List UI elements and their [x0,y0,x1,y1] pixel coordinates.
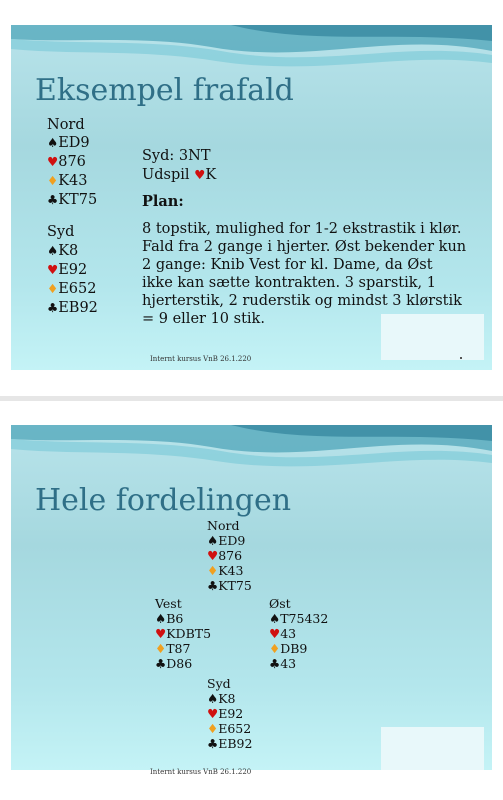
ost-label: Øst [269,596,291,611]
syd-diamonds-cards: E652 [58,281,97,297]
slide-title: Eksempel frafald [35,73,294,108]
spade-icon: ♠ [47,135,59,150]
heart-icon: ♥ [194,167,206,182]
vest-hearts [155,626,211,641]
syd-spades [47,242,78,260]
syd-diamonds [47,280,96,298]
nord-hearts [47,153,86,171]
ost-clubs-cards: 43 [280,656,297,671]
vest-clubs [155,656,192,671]
plan-line: hjerterstik, 2 ruderstik og mindst 3 klørstik [142,293,462,309]
ost-spades-cards: T75432 [280,611,329,626]
vest-label: Vest [155,596,182,611]
plan-line: 2 gange: Knib Vest for kl. Dame, da Øst [142,257,433,273]
nord-spades [207,533,245,548]
syd-spades-cards: K8 [218,691,236,706]
nord-clubs [207,578,252,593]
slide-number-dot [460,357,462,359]
heart-icon: ♥ [269,626,281,641]
slide-eksempel-frafald [11,25,492,370]
spade-icon: ♠ [207,691,219,706]
vest-diamonds [155,641,190,656]
syd-label: Syd [47,224,75,240]
ost-spades [269,611,328,626]
nord-spades-cards: ED9 [58,135,90,151]
diamond-icon: ♦ [47,281,59,296]
diamond-icon: ♦ [155,641,167,656]
club-icon: ♣ [207,578,219,593]
nord-clubs-cards: KT75 [218,578,252,593]
placeholder-box [381,314,484,360]
heart-icon: ♥ [47,154,59,169]
lead-text [142,166,216,184]
vest-clubs-cards: D86 [166,656,193,671]
club-icon: ♣ [47,192,59,207]
ost-hearts [269,626,296,641]
heart-icon: ♥ [47,262,59,277]
slide-footer: Internt kursus VnB 26.1.220 [150,355,252,363]
heart-icon: ♥ [207,706,219,721]
spade-icon: ♠ [207,533,219,548]
nord-hearts-cards: 876 [58,154,86,170]
syd-clubs-cards: EB92 [58,300,98,316]
nord-spades [47,134,90,152]
syd-spades [207,691,236,706]
club-icon: ♣ [269,656,281,671]
syd-clubs [207,736,252,751]
contract-text: Syd: 3NT [142,148,211,164]
syd-label: Syd [207,676,231,691]
nord-label: Nord [47,117,85,133]
slide-title: Hele fordelingen [35,483,292,518]
nord-diamonds-cards: K43 [218,563,244,578]
placeholder-box [381,727,484,770]
nord-clubs-cards: KT75 [58,192,98,208]
syd-spades-cards: K8 [58,243,79,259]
vest-spades [155,611,183,626]
vest-diamonds-cards: T87 [166,641,191,656]
syd-diamonds-cards: E652 [218,721,252,736]
slide-hele-fordelingen [11,425,492,776]
spade-icon: ♠ [269,611,281,626]
syd-hearts-cards: E92 [218,706,244,721]
diamond-icon: ♦ [47,173,59,188]
nord-label: Nord [207,518,240,533]
syd-hearts [47,261,87,279]
nord-clubs [47,191,97,209]
spade-icon: ♠ [47,243,59,258]
slide-divider [0,396,503,401]
diamond-icon: ♦ [207,563,219,578]
syd-clubs-cards: EB92 [218,736,253,751]
diamond-icon: ♦ [269,641,281,656]
heart-icon: ♥ [155,626,167,641]
lead-prefix: Udspil [142,167,195,183]
syd-hearts [207,706,243,721]
nord-diamonds [207,563,243,578]
ost-clubs [269,656,296,671]
syd-clubs [47,299,98,317]
ost-hearts-cards: 43 [280,626,297,641]
diamond-icon: ♦ [207,721,219,736]
vest-spades-cards: B6 [166,611,184,626]
plan-line: = 9 eller 10 stik. [142,311,265,327]
club-icon: ♣ [207,736,219,751]
ost-diamonds [269,641,307,656]
ost-diamonds-cards: DB9 [280,641,308,656]
heart-icon: ♥ [207,548,219,563]
plan-text [142,220,482,328]
slide-footer: Internt kursus VnB 26.1.220 [150,768,252,776]
club-icon: ♣ [47,300,59,315]
plan-label-text: Plan: [142,193,184,210]
plan-label [142,193,184,211]
nord-diamonds-cards: K43 [58,173,88,189]
plan-line: Fald fra 2 gange i hjerter. Øst bekender kun [142,239,467,255]
club-icon: ♣ [155,656,167,671]
syd-hearts-cards: E92 [58,262,88,278]
nord-hearts [207,548,242,563]
nord-spades-cards: ED9 [218,533,246,548]
plan-line: ikke kan sætte kontrakten. 3 sparstik, 1 [142,275,436,291]
lead-card: K [205,167,217,183]
syd-diamonds [207,721,251,736]
plan-line: 8 topstik, mulighed for 1-2 ekstrastik i klør. [142,221,462,237]
vest-hearts-cards: KDBT5 [166,626,212,641]
nord-diamonds [47,172,88,190]
nord-hearts-cards: 876 [218,548,243,563]
spade-icon: ♠ [155,611,167,626]
